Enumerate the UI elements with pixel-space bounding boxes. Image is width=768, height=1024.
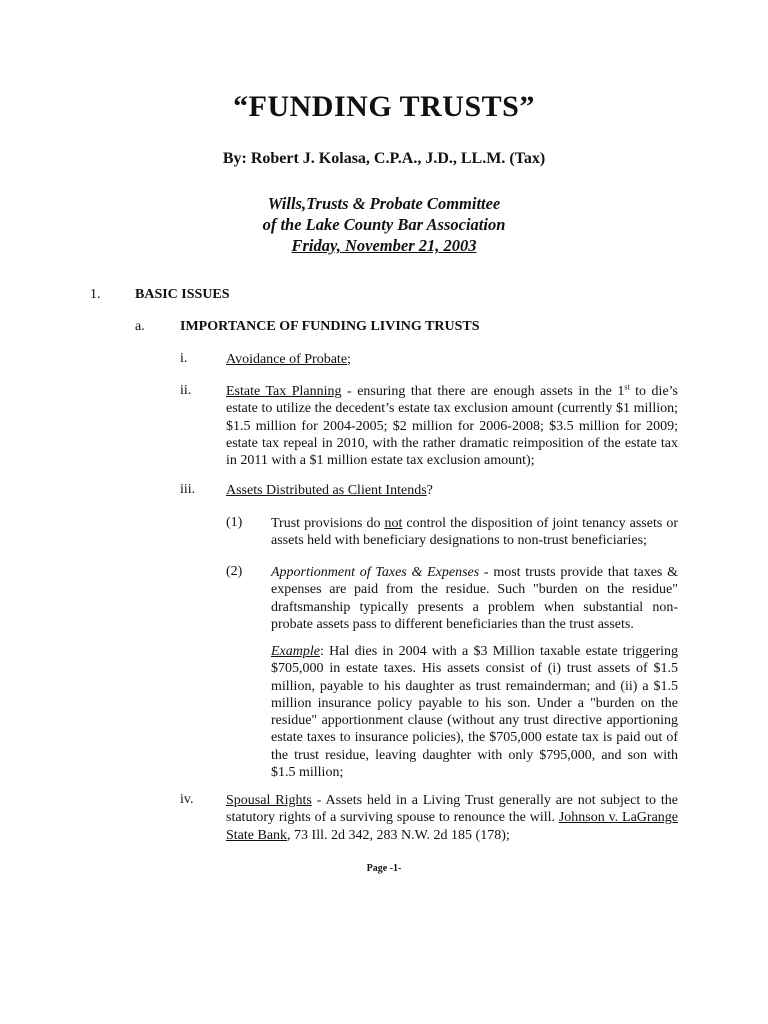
item-ii-text: - ensuring that there are enough assets in the 1	[341, 384, 625, 399]
item-ii-heading: Estate Tax Planning	[226, 384, 342, 399]
committee-line-2: of the Lake County Bar Association	[262, 215, 506, 234]
subsection-heading: IMPORTANCE OF FUNDING LIVING TRUSTS	[180, 319, 480, 334]
sub-2-text: - most trusts provide that taxes & expenses are paid from the residue. Such "burden on the residue" draftsmanship typically presents a problem when substantial non-probate assets pass to different beneficiaries than the trust assets.	[271, 565, 678, 632]
sub-1-number: (1)	[226, 515, 243, 530]
item-iii-tail: ?	[426, 483, 433, 498]
committee-line-1: Wills,Trusts & Probate Committee	[267, 194, 501, 213]
item-iv	[226, 792, 678, 844]
sub-1-emphasis: not	[384, 516, 403, 531]
example-label: Example	[271, 644, 320, 659]
page-number: Page -1-	[366, 863, 402, 874]
item-ii-text-cont: to die’s estate to utilize the decedent’s estate tax exclusion amount (currently $1 million; $1.5 million for 2004-2005; $2 million for 2006-2008; $3.5 million for 2009; estate tax repeal in 2010, with the rather dramatic reimposition of the estate tax in 2011 with a $1 million estate tax exclusion amount);	[226, 384, 678, 469]
author-byline: By: Robert J. Kolasa, C.P.A., J.D., LL.M. (Tax)	[222, 150, 546, 167]
section-number: 1.	[90, 287, 101, 302]
item-i-heading: Avoidance of Probate	[226, 352, 348, 367]
sub-2	[271, 564, 678, 633]
case-citation: , 73 Ill. 2d 342, 283 N.W. 2d 185 (178);	[287, 827, 510, 843]
item-iii-heading: Assets Distributed as Client Intends	[226, 483, 427, 498]
item-ii-number: ii.	[180, 383, 192, 398]
section-heading: BASIC ISSUES	[135, 287, 230, 302]
presentation-date: Friday, November 21, 2003	[291, 236, 477, 255]
example-paragraph	[271, 643, 678, 781]
committee-block	[0, 193, 768, 256]
sub-2-number: (2)	[226, 564, 243, 579]
item-iii-number: iii.	[180, 482, 196, 497]
example-text: : Hal dies in 2004 with a $3 Million taxable estate triggering $705,000 in estate taxes. His assets consist of (i) trust assets of $1.5 million, payable to his daughter as trust remainderman; and (ii) a $1.5 million insurance policy payable to his son. Under a "burden on the residue" apportionment clause (without any trust directive apportioning estate taxes to insurance policies), the $705,000 estate tax is paid out of the trust residue, leaving daughter with only $795,000, and son with $1.5 million;	[271, 644, 678, 781]
document-title: “FUNDING TRUSTS”	[233, 90, 535, 123]
item-iv-text: - Assets held in a Living Trust generally are not subject to the statutory rights of a surviving spouse to renounce the will.	[226, 793, 678, 826]
item-ii	[226, 383, 678, 469]
item-iii	[226, 482, 678, 499]
item-i	[226, 351, 678, 368]
sub-1-text-cont: control the disposition of joint tenancy assets or assets held with beneficiary designations to non-trust beneficiaries;	[271, 516, 678, 549]
item-i-number: i.	[180, 351, 188, 366]
sub-2-heading: Apportionment of Taxes & Expenses	[271, 565, 480, 580]
item-iv-heading: Spousal Rights	[226, 793, 312, 808]
case-name: Johnson v. LaGrange State Bank	[226, 810, 678, 843]
sub-1	[271, 515, 678, 550]
sub-1-text: Trust provisions do	[271, 516, 385, 531]
item-i-tail: ;	[347, 352, 351, 367]
ordinal-superscript: st	[624, 382, 630, 392]
item-iv-number: iv.	[180, 792, 194, 807]
subsection-letter: a.	[135, 319, 145, 334]
